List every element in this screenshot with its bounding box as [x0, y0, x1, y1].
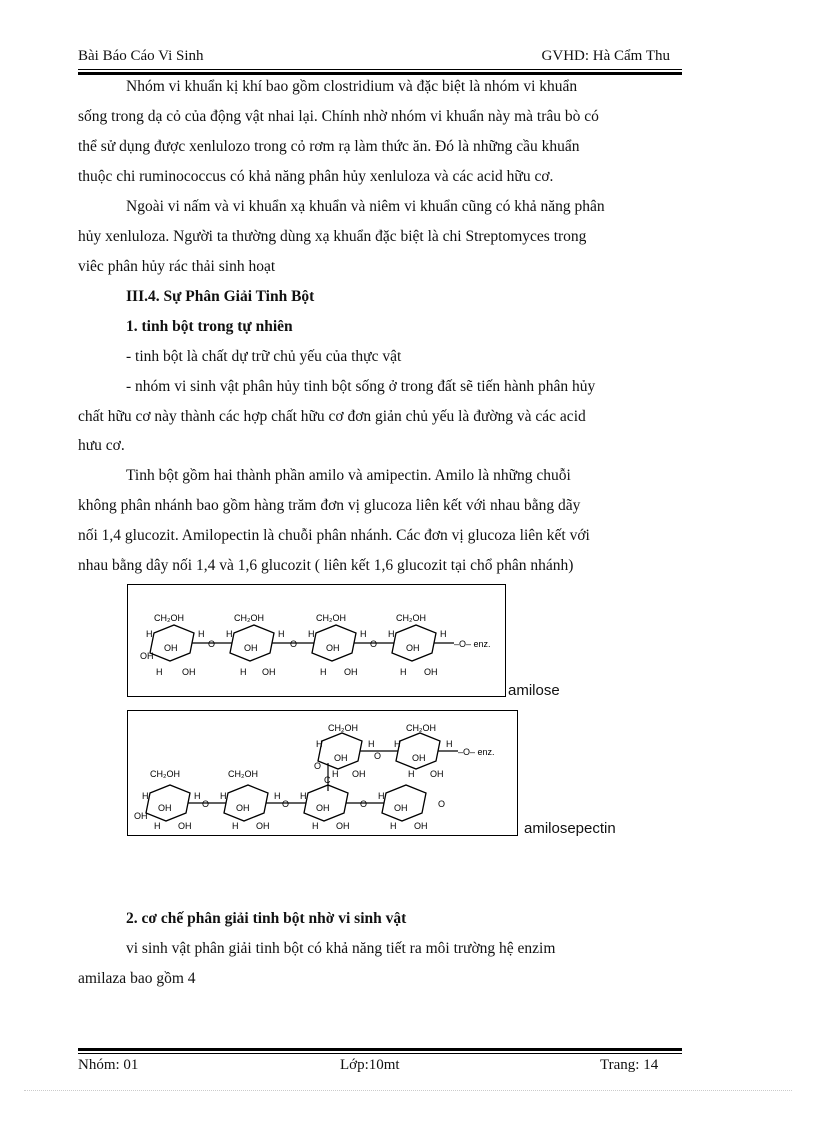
svg-text:O: O: [208, 639, 216, 649]
svg-text:H: H: [142, 791, 149, 801]
footer-group: Nhóm: 01: [78, 1057, 139, 1073]
header-instructor: GVHD: Hà Cẩm Thu: [541, 48, 670, 64]
svg-text:OH: OH: [256, 821, 270, 831]
svg-text:O: O: [370, 639, 378, 649]
svg-text:H: H: [390, 821, 397, 831]
svg-text:CH₂OH: CH₂OH: [328, 723, 358, 733]
svg-text:H: H: [368, 739, 375, 749]
svg-text:CH₂OH: CH₂OH: [228, 769, 258, 779]
amilose-figure: [127, 584, 506, 697]
footer-page-number: Trang: 14: [600, 1057, 659, 1073]
page-header: [78, 48, 680, 68]
text-line: không phân nhánh bao gồm hàng trăm đơn vị glucoza liên kết với nhau bằng dãy: [78, 497, 581, 514]
header-rule-thick: [78, 72, 682, 75]
svg-text:H: H: [232, 821, 239, 831]
svg-text:H: H: [194, 791, 201, 801]
svg-text:H: H: [388, 629, 395, 639]
subsection-heading: 2. cơ chế phân giải tinh bột nhờ vi sinh vật: [126, 910, 407, 927]
svg-text:OH: OH: [424, 667, 438, 677]
amilose-label: amilose: [508, 682, 560, 699]
amilopectin-figure: [127, 710, 518, 836]
svg-text:OH: OH: [344, 667, 358, 677]
svg-text:H: H: [394, 739, 401, 749]
text-line: nhau bằng dây nối 1,4 và 1,6 glucozit ( liên kết 1,6 glucozit tại chổ phân nhánh): [78, 557, 574, 574]
svg-text:H: H: [408, 769, 415, 779]
svg-text:OH: OH: [178, 821, 192, 831]
svg-text:CH₂OH: CH₂OH: [316, 613, 346, 623]
svg-text:H: H: [320, 667, 327, 677]
text-line: chất hữu cơ này thành các hợp chất hữu cơ đơn giản chủ yếu là đường và các acid: [78, 408, 586, 425]
footer-rule-thick: [78, 1048, 682, 1051]
svg-text:OH: OH: [394, 803, 408, 813]
svg-text:O: O: [282, 799, 290, 809]
svg-text:OH: OH: [334, 753, 348, 763]
footer-rule-thin: [78, 1053, 682, 1054]
svg-text:OH: OH: [352, 769, 366, 779]
svg-text:OH: OH: [316, 803, 330, 813]
svg-text:OH: OH: [236, 803, 250, 813]
footer-class: Lớp:10mt: [340, 1057, 400, 1073]
svg-text:H: H: [400, 667, 407, 677]
amilopectin-structure-diagram: [128, 711, 517, 835]
svg-text:H: H: [360, 629, 367, 639]
text-line: thuộc chi ruminococcus có khả năng phân hủy xenluloza và các acid hữu cơ.: [78, 168, 554, 185]
text-line: - nhóm vi sinh vật phân hủy tinh bột sống ở trong đất sẽ tiến hành phân hủy: [126, 378, 596, 395]
svg-text:OH: OH: [326, 643, 340, 653]
text-line: Nhóm vi khuẩn kị khí bao gồm clostridium và đặc biệt là nhóm vi khuẩn: [126, 78, 578, 95]
svg-text:OH: OH: [262, 667, 276, 677]
svg-text:CH₂OH: CH₂OH: [396, 613, 426, 623]
svg-text:O: O: [314, 761, 322, 771]
svg-text:H: H: [146, 629, 153, 639]
svg-text:H: H: [220, 791, 227, 801]
amilopectin-label: amilosepectin: [524, 820, 616, 837]
text-line: viêc phân hủy rác thải sinh hoạt: [78, 258, 276, 275]
svg-text:OH: OH: [430, 769, 444, 779]
text-line: thể sử dụng được xenlulozo trong cỏ rơm rạ làm thức ăn. Đó là những cầu khuẩn: [78, 138, 580, 155]
svg-text:CH₂OH: CH₂OH: [154, 613, 184, 623]
svg-text:H: H: [198, 629, 205, 639]
text-line: sống trong dạ cỏ của động vật nhai lại. Chính nhờ nhóm vi khuẩn này mà trâu bò có: [78, 108, 599, 125]
svg-text:OH: OH: [182, 667, 196, 677]
svg-text:OH: OH: [412, 753, 426, 763]
svg-text:H: H: [154, 821, 161, 831]
svg-text:–O– enz.: –O– enz.: [454, 639, 491, 649]
header-title: Bài Báo Cáo Vi Sinh: [78, 48, 204, 64]
svg-text:H: H: [274, 791, 281, 801]
svg-text:H: H: [440, 629, 447, 639]
svg-text:OH: OH: [164, 643, 178, 653]
section-heading: III.4. Sự Phân Giải Tinh Bột: [126, 288, 315, 305]
svg-text:H: H: [446, 739, 453, 749]
svg-text:OH: OH: [134, 811, 148, 821]
page-edge: [24, 1090, 792, 1091]
svg-text:H: H: [378, 791, 385, 801]
text-line: amilaza bao gồm 4: [78, 970, 196, 987]
text-line: hủy xenluloza. Người ta thường dùng xạ khuẩn đặc biệt là chi Streptomyces trong: [78, 228, 587, 245]
svg-text:OH: OH: [140, 651, 154, 661]
svg-text:O: O: [374, 751, 382, 761]
text-line: hưu cơ.: [78, 437, 125, 454]
svg-text:H: H: [300, 791, 307, 801]
svg-text:H: H: [312, 821, 319, 831]
text-line: - tinh bột là chất dự trữ chủ yếu của thực vật: [126, 348, 402, 365]
svg-text:OH: OH: [414, 821, 428, 831]
svg-text:CH₂OH: CH₂OH: [234, 613, 264, 623]
header-rule-thin: [78, 69, 682, 70]
svg-text:CH₂OH: CH₂OH: [406, 723, 436, 733]
svg-text:H: H: [316, 739, 323, 749]
svg-text:O: O: [360, 799, 368, 809]
amilose-structure-diagram: [128, 585, 505, 696]
text-line: Tinh bột gồm hai thành phần amilo và amipectin. Amilo là những chuỗi: [126, 467, 571, 484]
subsection-heading: 1. tinh bột trong tự nhiên: [126, 318, 293, 335]
svg-text:OH: OH: [158, 803, 172, 813]
svg-text:OH: OH: [244, 643, 258, 653]
svg-text:H: H: [156, 667, 163, 677]
svg-text:O: O: [202, 799, 210, 809]
text-line: nối 1,4 glucozit. Amilopectin là chuỗi phân nhánh. Các đơn vị glucoza liên kết với: [78, 527, 590, 544]
svg-text:OH: OH: [336, 821, 350, 831]
svg-text:H: H: [226, 629, 233, 639]
svg-text:H: H: [332, 769, 339, 779]
svg-text:O: O: [438, 799, 446, 809]
svg-text:H: H: [308, 629, 315, 639]
svg-text:C: C: [324, 775, 331, 785]
svg-text:OH: OH: [406, 643, 420, 653]
svg-text:O: O: [290, 639, 298, 649]
svg-text:H: H: [278, 629, 285, 639]
svg-text:CH₂OH: CH₂OH: [150, 769, 180, 779]
text-line: vi sinh vật phân giải tinh bột có khả năng tiết ra môi trường hệ enzim: [126, 940, 556, 957]
svg-text:H: H: [240, 667, 247, 677]
text-line: Ngoài vi nấm và vi khuẩn xạ khuẩn và niêm vi khuẩn cũng có khả năng phân: [126, 198, 605, 215]
svg-text:–O– enz.: –O– enz.: [458, 747, 495, 757]
